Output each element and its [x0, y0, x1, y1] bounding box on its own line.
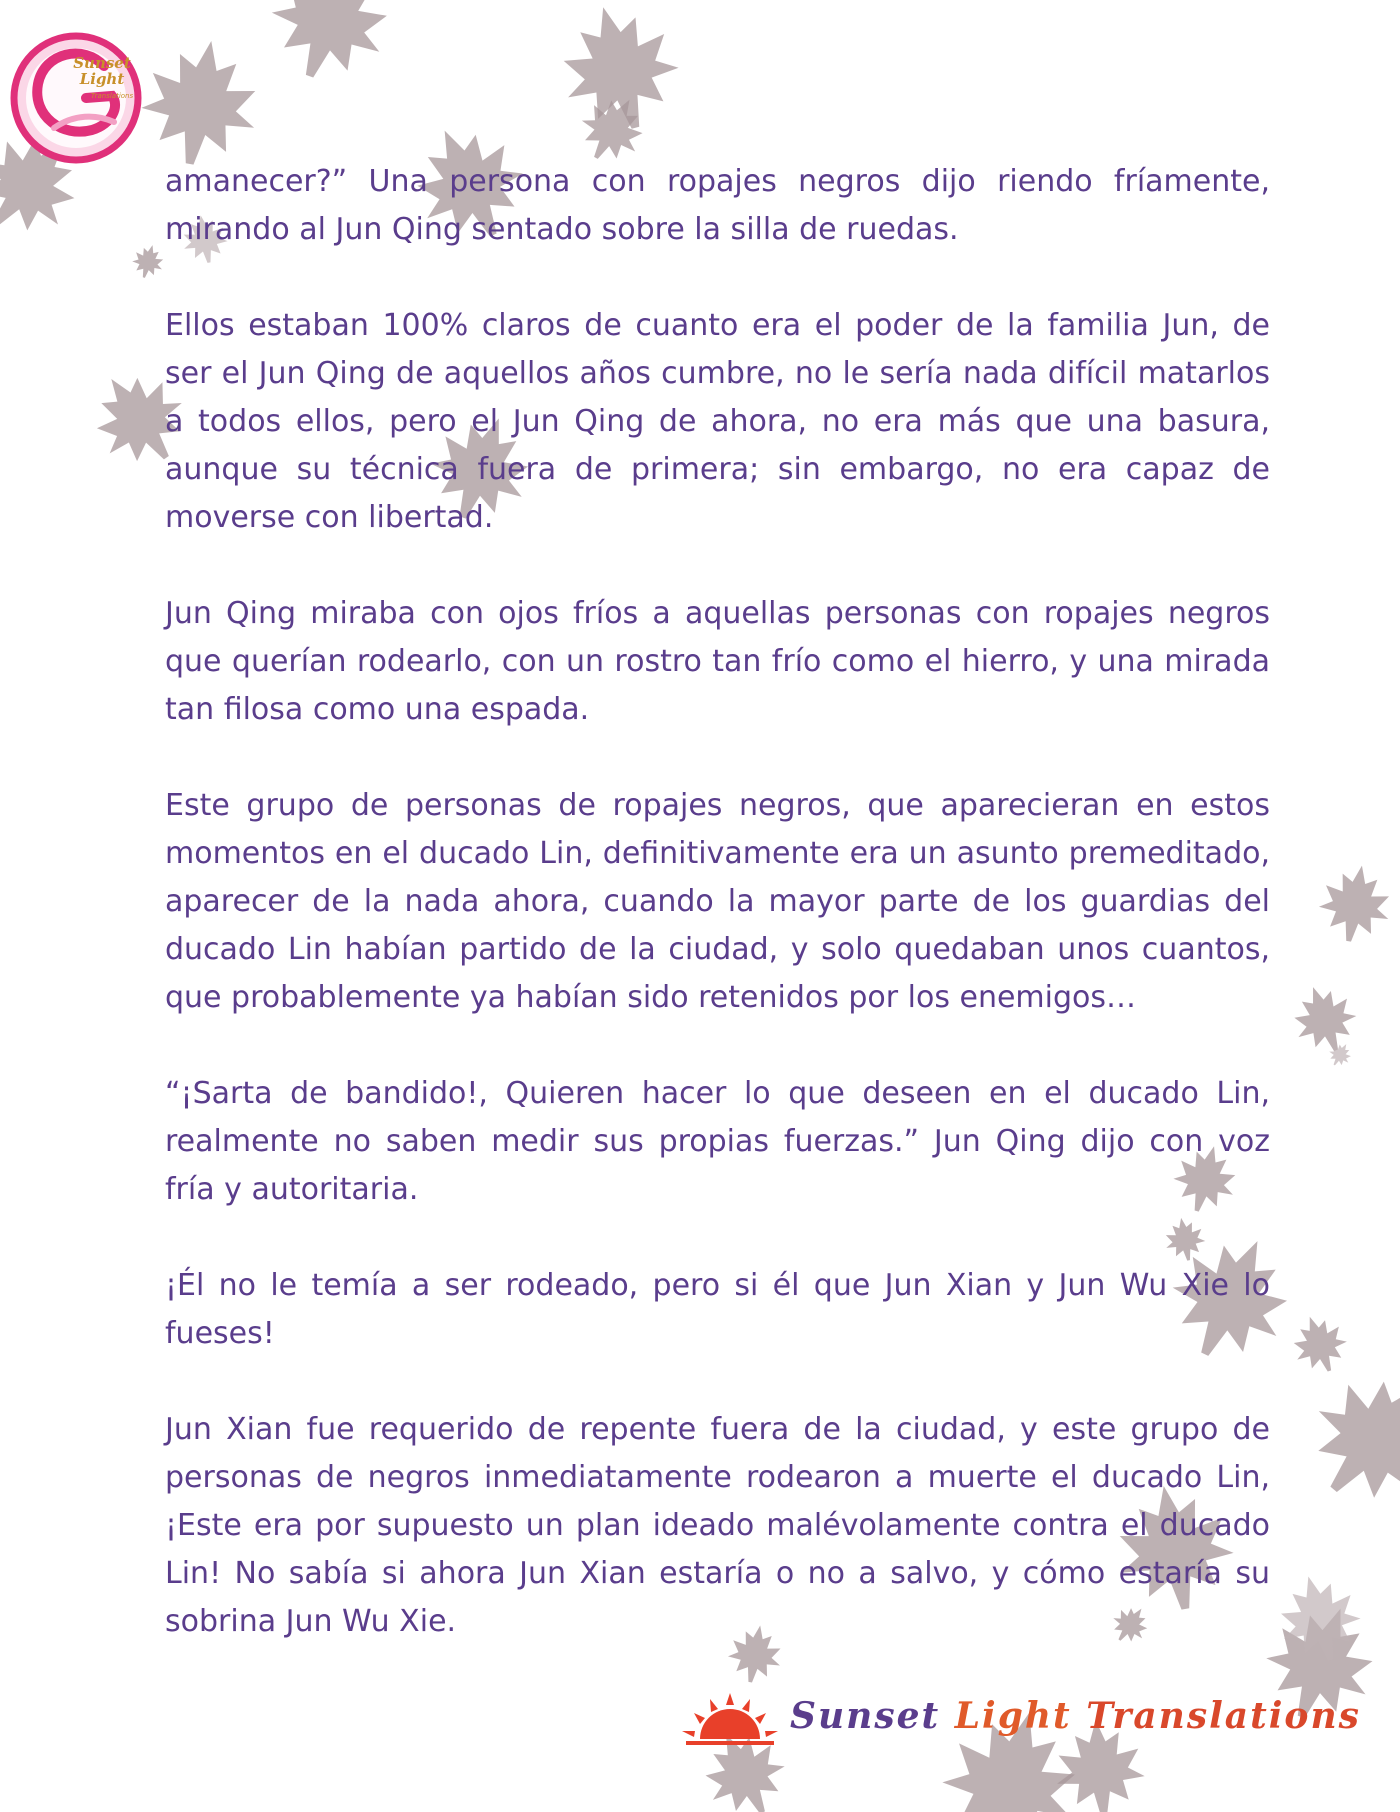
- svg-text:Light: Light: [79, 70, 125, 88]
- paragraph: Jun Qing miraba con ojos fríos a aquellas personas con ropajes negros que querían rodearlo, con un rostro tan frío como el hierro, y una mirada tan filosa como una espada.: [165, 596, 1270, 727]
- sun-icon: [680, 1691, 780, 1751]
- brand-word-sunset: Sunset: [790, 1695, 941, 1737]
- paragraph: amanecer?” Una persona con ropajes negros dijo riendo fríamente, mirando al Jun Qing sentado sobre la silla de ruedas.: [165, 164, 1270, 247]
- paragraph: Jun Xian fue requerido de repente fuera de la ciudad, y este grupo de personas de negros inmediatamente rodearon a muerte el ducado Lin, ¡Este era por supuesto un plan ideado malévolamente contra el ducado Lin! No sabía si ahora Jun Xian estaría o no a salvo, y cómo estaría su sobrina Jun Wu Xie.: [165, 1412, 1270, 1639]
- brand-word-light: Light: [954, 1695, 1072, 1737]
- brand-word-translations: Translations: [1086, 1695, 1361, 1737]
- paragraph: ¡Él no le temía a ser rodeado, pero si él que Jun Xian y Jun Wu Xie lo fueses!: [165, 1268, 1270, 1351]
- document-body: [165, 158, 1270, 1694]
- svg-text:Sunset: Sunset: [73, 54, 131, 72]
- paragraph: Este grupo de personas de ropajes negros, que aparecieran en estos momentos en el ducado Lin, definitivamente era un asunto premeditado, aparecer de la nada ahora, cuando la mayor parte de los guardias del ducado Lin habían partido de la ciudad, y solo quedaban unos cuantos, que probablemente ya habían sido retenidos por los enemigos…: [165, 788, 1270, 1015]
- footer-brand-text: [790, 1695, 1361, 1737]
- paragraph: “¡Sarta de bandido!, Quieren hacer lo que deseen en el ducado Lin, realmente no saben medir sus propias fuerzas.” Jun Qing dijo con voz fría y autoritaria.: [165, 1076, 1270, 1207]
- svg-text:Translations: Translations: [90, 92, 134, 100]
- paragraph: Ellos estaban 100% claros de cuanto era el poder de la familia Jun, de ser el Jun Qing de aquellos años cumbre, no le sería nada difícil matarlos a todos ellos, pero el Jun Qing de ahora, no era más que una basura, aunque su técnica fuera de primera; sin embargo, no era capaz de moverse con libertad.: [165, 308, 1270, 535]
- footer-brand: [680, 1683, 1361, 1763]
- logo-emblem: [4, 18, 154, 168]
